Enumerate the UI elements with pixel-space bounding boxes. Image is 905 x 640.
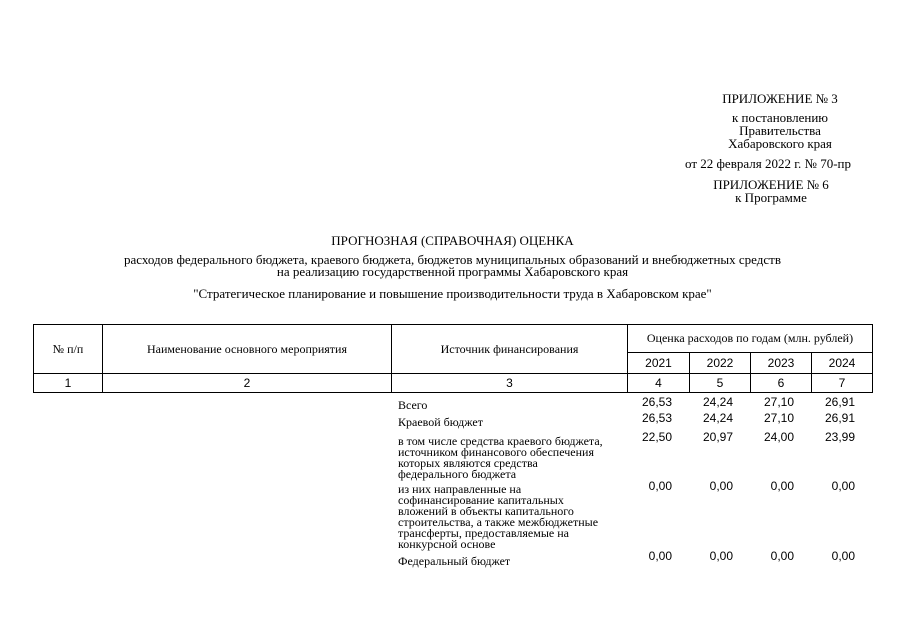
value-cell: 0,00 — [831, 549, 855, 563]
value-cell: 20,97 — [702, 430, 733, 444]
to-decree-label: к постановлению — [731, 110, 829, 125]
value-cell: 22,50 — [641, 430, 672, 444]
value-cell: 0,00 — [648, 549, 672, 563]
index-cell: 5 — [690, 374, 751, 393]
value-cell: 0,00 — [709, 479, 733, 493]
index-cell: 2 — [103, 374, 392, 393]
year-header: 2024 — [812, 353, 873, 374]
value-cell: 0,00 — [770, 549, 794, 563]
index-cell: 4 — [628, 374, 690, 393]
value-cell: 26,91 — [824, 411, 855, 425]
value-cell: 0,00 — [770, 479, 794, 493]
source-line: в том числе средства краевого бюджета, — [398, 434, 603, 448]
col-header-number: № п/п — [34, 325, 103, 374]
source-label: Краевой бюджет — [398, 415, 483, 429]
title-line-3: на реализацию государственной программы Хабаровского края — [276, 264, 629, 279]
value-cell: 0,00 — [648, 479, 672, 493]
index-cell: 3 — [392, 374, 628, 393]
value-cell: 26,91 — [824, 395, 855, 409]
source-line: источником финансового обеспечения — [398, 445, 594, 459]
source-label — [398, 484, 598, 550]
year-header: 2022 — [690, 353, 751, 374]
source-label: Всего — [398, 398, 428, 412]
value-cell: 0,00 — [831, 479, 855, 493]
value-cell: 24,24 — [702, 411, 733, 425]
value-cell: 27,10 — [763, 411, 794, 425]
year-header: 2021 — [628, 353, 690, 374]
source-line: вложений в объекты капитального — [398, 504, 574, 518]
source-line: софинансирование капитальных — [398, 493, 564, 507]
source-label — [398, 436, 603, 480]
source-line: из них направленные на — [398, 482, 522, 496]
source-line: строительства, а также межбюджетные — [398, 515, 599, 529]
index-cell: 1 — [34, 374, 103, 393]
estimate-table — [33, 324, 873, 393]
index-cell: 6 — [751, 374, 812, 393]
region-label: Хабаровского края — [728, 136, 832, 151]
document-title: ПРОГНОЗНАЯ (СПРАВОЧНАЯ) ОЦЕНКА — [331, 233, 574, 248]
value-cell: 24,00 — [763, 430, 794, 444]
source-line: федерального бюджета — [398, 467, 517, 481]
year-header: 2023 — [751, 353, 812, 374]
value-cell: 26,53 — [641, 395, 672, 409]
appendix-3-label: ПРИЛОЖЕНИЕ № 3 — [722, 91, 838, 106]
value-cell: 0,00 — [709, 549, 733, 563]
col-header-activity: Наименование основного мероприятия — [103, 325, 392, 374]
value-cell: 23,99 — [824, 430, 855, 444]
col-header-estimate: Оценка расходов по годам (млн. рублей) — [628, 325, 873, 353]
value-cell: 24,24 — [702, 395, 733, 409]
index-cell: 7 — [812, 374, 873, 393]
to-program-label: к Программе — [735, 190, 807, 205]
appendix-6-label: ПРИЛОЖЕНИЕ № 6 — [713, 177, 829, 192]
source-line: конкурсной основе — [398, 537, 496, 551]
col-header-source: Источник финансирования — [392, 325, 628, 374]
title-line-2: расходов федерального бюджета, краевого бюджета, бюджетов муниципальных образований и внебюджетных средств — [124, 252, 781, 267]
source-line: трансферты, предоставляемые на — [398, 526, 569, 540]
value-cell: 26,53 — [641, 411, 672, 425]
program-name: "Стратегическое планирование и повышение производительности труда в Хабаровском крае" — [193, 286, 712, 301]
value-cell: 27,10 — [763, 395, 794, 409]
decree-date: от 22 февраля 2022 г. № 70-пр — [685, 156, 851, 171]
source-line: которых являются средства — [398, 456, 538, 470]
source-label: Федеральный бюджет — [398, 554, 511, 568]
government-label: Правительства — [739, 123, 821, 138]
